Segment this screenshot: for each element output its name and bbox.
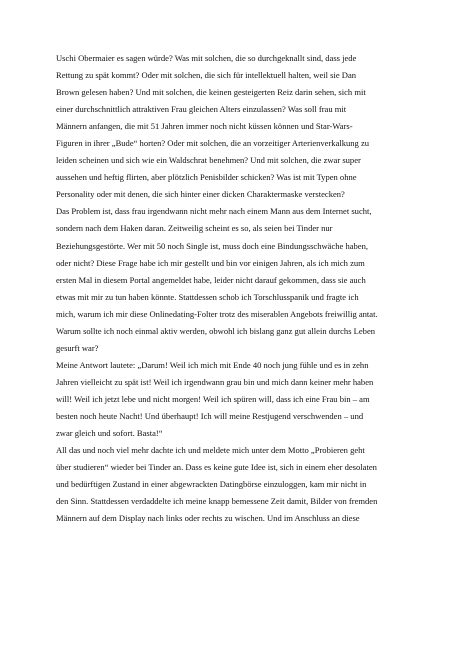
text-line: Personality oder mit denen, die sich hinter einer dicken Charaktermaske verstecken? bbox=[56, 189, 345, 200]
text-line: einer durchschnittlich attraktiven Frau gleichen Alters einzulassen? Was soll frau mit bbox=[56, 104, 347, 115]
text-line: oder nicht? Diese Frage habe ich mir gestellt und bin vor einigen Jahren, als ich mich zum bbox=[56, 257, 365, 268]
text-line: mich, warum ich mir diese Onlinedating-Folter trotz des miserablen Angebots freiwillig antat. bbox=[56, 308, 378, 319]
text-line: Rettung zu spät kommt? Oder mit solchen, die sich für intellektuell halten, weil sie Dan bbox=[56, 70, 357, 81]
text-line: will! Weil ich jetzt lebe und nicht morgen! Weil ich spüren will, dass ich eine Frau bin – am bbox=[56, 393, 370, 404]
text-line: Brown gelesen haben? Und mit solchen, die keinen gesteigerten Reiz darin sehen, sich mit bbox=[56, 87, 366, 98]
text-line: Beziehungsgestörte. Wer mit 50 noch Single ist, muss doch eine Bindungsschwäche haben, bbox=[56, 240, 369, 251]
text-line: Meine Antwort lautete: „Darum! Weil ich mich mit Ende 40 noch jung fühle und es in zehn bbox=[56, 359, 369, 370]
text-line: besten noch heute Nacht! Und überhaupt! Ich will meine Restjugend verschwenden – und bbox=[56, 410, 364, 421]
text-line: ersten Mal in diesem Portal angemeldet habe, leider nicht darauf gekommen, dass sie auch bbox=[56, 274, 366, 285]
document-page bbox=[56, 50, 412, 527]
text-line: etwas mit mir zu tun haben könnte. Stattdessen schob ich Torschlusspanik und fragte ich bbox=[56, 291, 359, 302]
text-line: Jahren vielleicht zu spät ist! Weil ich irgendwann grau bin und mich dann keiner mehr haben bbox=[56, 376, 374, 387]
text-line: Warum sollte ich noch einmal aktiv werden, obwohl ich bislang ganz gut allein durchs Leben bbox=[56, 325, 376, 336]
text-line: Uschi Obermaier es sagen würde? Was mit solchen, die so durchgeknallt sind, dass jede bbox=[56, 53, 357, 63]
text-line: und bedürftigen Zustand in einer abgewrackten Datingbörse einzuloggen, kam mir nicht in bbox=[56, 479, 367, 490]
text-line: All das und noch viel mehr dachte ich und meldete mich unter dem Motto „Probieren geht bbox=[56, 445, 365, 456]
text-line: leiden scheinen und sich wie ein Waldschrat benehmen? Und mit solchen, die zwar super bbox=[56, 155, 361, 166]
text-line: den Sinn. Stattdessen verdaddelte ich meine knapp bemessene Zeit damit, Bilder von fremden bbox=[56, 496, 378, 507]
text-line: gesurft war? bbox=[56, 342, 99, 353]
text-line: Männern anfangen, die mit 51 Jahren immer noch nicht küssen können und Star-Wars- bbox=[56, 121, 353, 132]
text-line: über studieren“ wieder bei Tinder an. Dass es keine gute Idee ist, sich in einem eher desolaten bbox=[56, 462, 377, 473]
text-line: Das Problem ist, dass frau irgendwann nicht mehr nach einem Mann aus dem Internet sucht, bbox=[56, 206, 372, 217]
text-line: Figuren in ihrer „Bude“ horten? Oder mit solchen, die an vorzeitiger Arterienverkalkung zu bbox=[56, 138, 370, 149]
text-line: Männern auf dem Display nach links oder rechts zu wischen. Und im Anschluss an diese bbox=[56, 513, 360, 524]
text-line: zwar gleich und sofort. Basta!“ bbox=[56, 428, 163, 439]
text-line: aussehen und heftig flirten, aber plötzlich Penisbilder schicken? Was ist mit Typen ohne bbox=[56, 172, 357, 183]
text-line: sondern nach dem Haken daran. Zeitweilig scheint es so, als seien bei Tinder nur bbox=[56, 223, 333, 234]
